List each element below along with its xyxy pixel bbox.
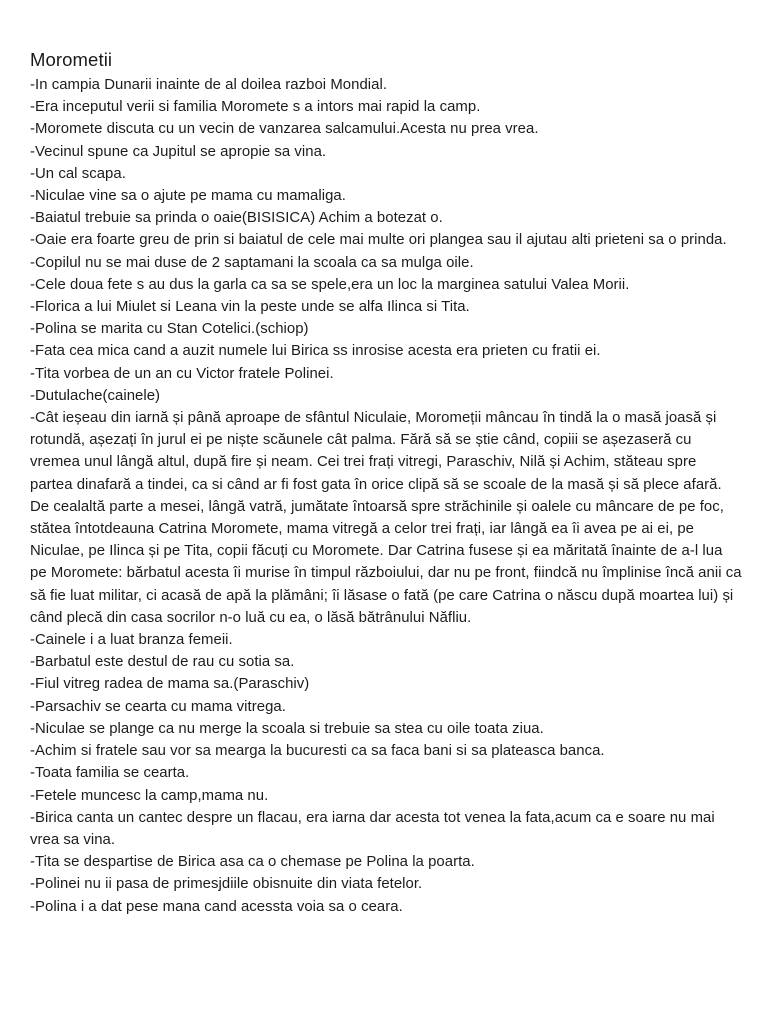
note-line: -Copilul nu se mai duse de 2 saptamani la scoala ca sa mulga oile.: [30, 254, 474, 271]
note-body[interactable]: [30, 74, 742, 918]
note-line: -Cainele i a luat branza femeii.: [30, 632, 233, 649]
note-line: -Tita vorbea de un an cu Victor fratele Polinei.: [30, 365, 334, 382]
note-line: -Niculae vine sa o ajute pe mama cu mamaliga.: [30, 188, 346, 205]
note-line: -Toata familia se cearta.: [30, 765, 190, 782]
note-line: -Oaie era foarte greu de prin si baiatul de cele mai multe ori plangea sau il ajutau alti prieteni sa o prinda.: [30, 232, 727, 249]
note-line: -Parsachiv se cearta cu mama vitrega.: [30, 698, 286, 715]
note-line: -Niculae se plange ca nu merge la scoala si trebuie sa stea cu oile toata ziua.: [30, 720, 544, 737]
note-line: -Vecinul spune ca Jupitul se apropie sa vina.: [30, 143, 327, 160]
note-line: -Cele doua fete s au dus la garla ca sa se spele,era un loc la marginea satului Valea Morii.: [30, 276, 630, 293]
note-line: -Florica a lui Miulet si Leana vin la peste unde se alfa Ilinca si Tita.: [30, 299, 470, 316]
note-line: -Polina i a dat pese mana cand acessta voia sa o ceara.: [30, 898, 403, 915]
note-line: -Tita se despartise de Birica asa ca o chemase pe Polina la poarta.: [30, 854, 475, 871]
note-content[interactable]: [30, 47, 742, 918]
note-line: -Polinei nu ii pasa de primesjdiile obisnuite din viata fetelor.: [30, 876, 423, 893]
note-paragraph: -Cât ieșeau din iarnă și până aproape de sfântul Niculaie, Moromeții mâncau în tindă la o masă joasă și rotundă, așezați în jurul ei pe niște scăunele cât palma. Fără să se știe când, copiii se așezaseră cu vremea unul lângă altul, după fire și neam. Cei trei frați vitregi, Paraschiv, Nilă și Achim, stăteau spre partea dinafară a tindei, ca si când ar fi fost gata în orice clipă să se scoale de la masă și să plece afară. De cealaltă parte a mesei, lângă vatră, jumătate întoarsă spre străchinile și oalele cu mâncare de pe foc, stătea întotdeauna Catrina Moromete, mama vitregă a celor trei frați, iar lângă ea îi avea pe ai ei, pe Niculae, pe Ilinca și pe Tita, copii făcuți cu Moromete. Dar Catrina fusese și ea măritată înainte de a-l lua pe Moromete: bărbatul acesta îi murise în timpul războiului, dar nu pe front, fiindcă nu împlinise încă anii ca să fie luat militar, ci acasă de apă la plămâni; îi lăsase o fată (pe care Catrina o născu după moartea lui) și când plecă din casa socrilor n-o luă cu ea, o lăsă bătrânului Năfliu.: [30, 410, 742, 626]
note-line: -Un cal scapa.: [30, 165, 126, 182]
note-line: -In campia Dunarii inainte de al doilea razboi Mondial.: [30, 77, 388, 93]
note-line: -Birica canta un cantec despre un flacau, era iarna dar acesta tot venea la fata,acum ca e soare nu mai vrea sa vina.: [30, 809, 715, 848]
note-title[interactable]: Morometii: [30, 49, 113, 70]
note-line: -Era inceputul verii si familia Moromete s a intors mai rapid la camp.: [30, 99, 481, 116]
note-line: -Fiul vitreg radea de mama sa.(Paraschiv): [30, 676, 310, 693]
note-line: -Barbatul este destul de rau cu sotia sa.: [30, 654, 295, 671]
note-line: -Dutulache(cainele): [30, 387, 161, 404]
note-line: -Fata cea mica cand a auzit numele lui Birica ss inrosise acesta era prieten cu fratii ei.: [30, 343, 601, 360]
note-line: -Baiatul trebuie sa prinda o oaie(BISISICA) Achim a botezat o.: [30, 210, 443, 227]
note-line: -Moromete discuta cu un vecin de vanzarea salcamului.Acesta nu prea vrea.: [30, 121, 539, 138]
note-line: -Polina se marita cu Stan Cotelici.(schiop): [30, 321, 309, 338]
note-line: -Fetele muncesc la camp,mama nu.: [30, 787, 269, 804]
note-line: -Achim si fratele sau vor sa mearga la bucuresti ca sa faca bani si sa plateasca banca.: [30, 743, 605, 760]
